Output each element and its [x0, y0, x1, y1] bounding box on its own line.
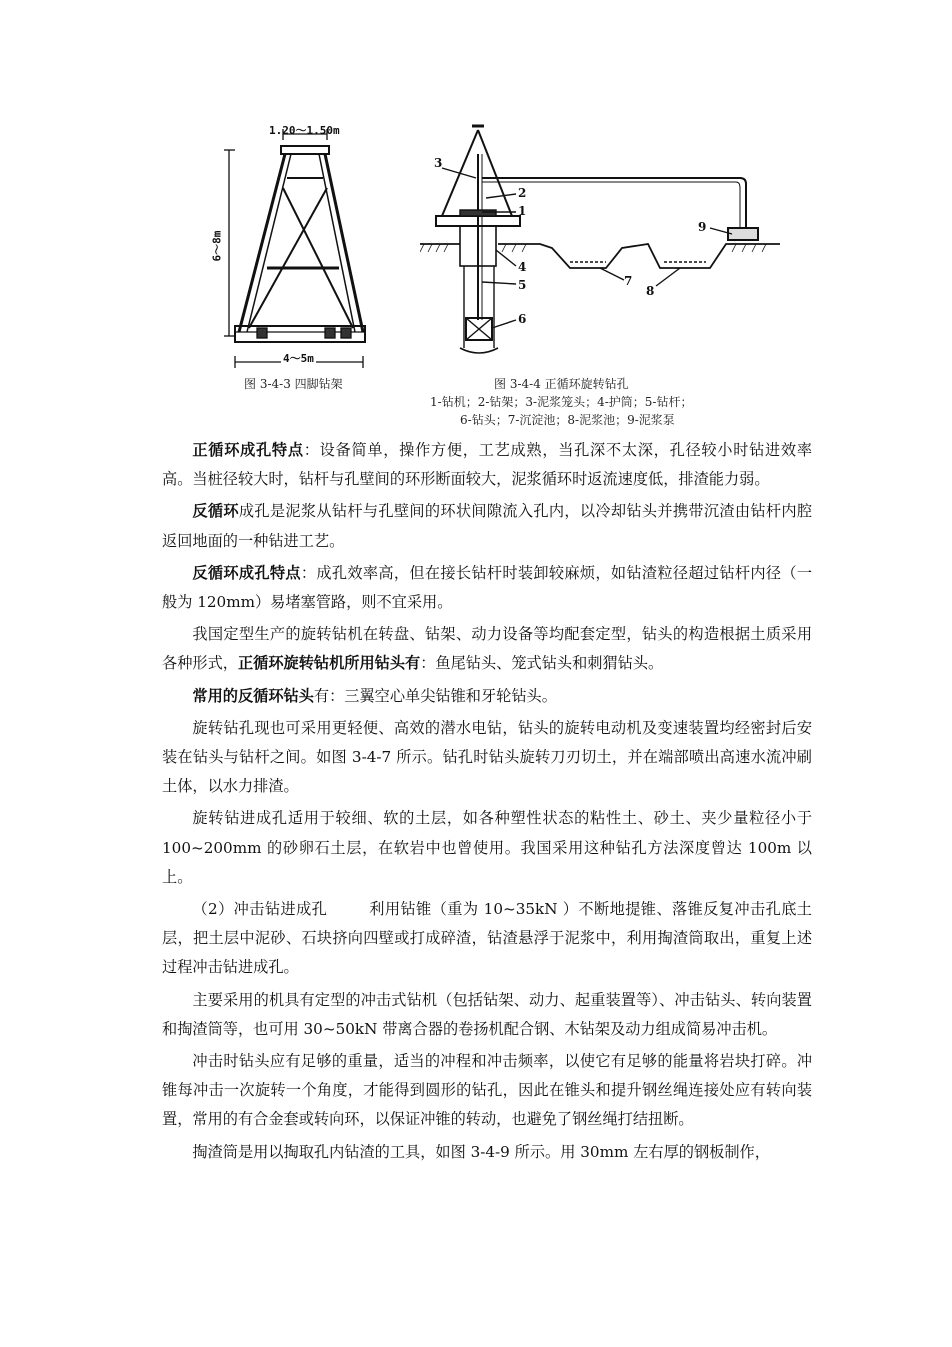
paragraph-bold: 正循环旋转钻机所用钻头有 — [237, 654, 421, 673]
label-3: 3 — [434, 156, 443, 170]
figure-four-leg-frame — [205, 118, 380, 370]
paragraph-text: 成孔是泥浆从钻杆与孔壁间的环状间隙流入孔内，以冷却钻头并携带沉渣由钻杆内腔返回地面的一种钻进工艺。 — [162, 502, 813, 550]
figure2-legend-line1: 1-钻机；2-钻架；3-泥浆笼头；4-护筒；5-钻杆； — [430, 395, 693, 409]
figure-positive-circulation — [420, 124, 780, 358]
paragraph — [162, 682, 812, 711]
four-leg-frame-drawing — [205, 118, 380, 370]
label-9: 9 — [698, 220, 707, 234]
paragraph-bold: 正循环成孔特点 — [192, 441, 304, 459]
paragraph — [162, 559, 812, 617]
label-1: 1 — [518, 204, 527, 218]
top-dimension-label: 1.20～1.50m — [269, 124, 340, 137]
paragraph — [162, 1138, 812, 1167]
figure1-caption: 图 3-4-3 四脚钻架 — [244, 377, 343, 391]
paragraph-text: ：鱼尾钻头、笼式钻头和刺猬钻头。 — [420, 654, 664, 673]
label-6: 6 — [518, 312, 527, 326]
paragraph-text: （2）冲击钻进成孔 利用钻锥（重为 10~35kN ）不断地提锥、落锥反复冲击孔底土层，把土层中泥砂、石块挤向四壁或打成碎渣，钻渣悬浮于泥浆中，利用掏渣筒取出，重复上述过程冲击钻进成孔。 — [162, 900, 812, 977]
paragraph-text: 旋转钻进成孔适用于较细、软的土层，如各种塑性状态的粘性土、砂土、夹少量粒径小于 100~200mm 的砂卵石土层，在软岩中也曾使用。我国采用这种钻孔方法深度曾达 100m 以上。 — [162, 809, 812, 886]
paragraph-bold: 反循环 — [192, 502, 239, 521]
paragraph-text: 主要采用的机具有定型的冲击式钻机（包括钻架、动力、起重装置等）、冲击钻头、转向装置和掏渣筒等，也可用 30~50kN 带离合器的卷扬机配合钢、木钻架及动力组成简易冲击机。 — [162, 990, 812, 1038]
paragraph-bold: 反循环成孔特点 — [192, 563, 301, 582]
paragraph-text: 冲击时钻头应有足够的重量，适当的冲程和冲击频率，以使它有足够的能量将岩块打碎。冲锥每冲击一次旋转一个角度，才能得到圆形的钻孔，因此在锥头和提升钢丝绳连接处应有转向装置，常用的有合金套或转向环，以保证冲锥的转动，也避免了钢丝绳打结扭断。 — [162, 1052, 812, 1129]
paragraph-text: 旋转钻孔现也可采用更轻便、高效的潜水电钻，钻头的旋转电动机及变速装置均经密封后安装在钻头与钻杆之间。如图 3-4-7 所示。钻孔时钻头旋转刀刃切土，并在端部喷出高速水流冲刷土体，以水力排渣。 — [162, 718, 812, 796]
label-4: 4 — [518, 260, 527, 274]
label-8: 8 — [646, 284, 655, 298]
paragraph-text: 有：三翼空心单尖钻锥和牙轮钻头。 — [313, 686, 557, 705]
figure2-legend-line2: 6-钻头；7-沉淀池；8-泥浆池；9-泥浆泵 — [460, 413, 675, 427]
paragraph-text: ：成孔效率高，但在接长钻杆时装卸较麻烦，如钻渣粒径超过钻杆内径（一般为 120mm）易堵塞管路，则不宜采用。 — [162, 563, 813, 612]
paragraph — [162, 804, 812, 892]
paragraph — [162, 497, 812, 555]
positive-circulation-drawing — [420, 124, 780, 358]
label-5: 5 — [518, 278, 527, 292]
paragraph — [162, 1047, 812, 1135]
paragraph-text: ：设备简单，操作方便，工艺成熟，当孔深不太深，孔径较小时钻进效率高。当桩径较大时，钻杆与孔壁间的环形断面较大，泥浆循环时返流速度低，排渣能力弱。 — [162, 441, 813, 489]
bottom-dimension-label: 4～5m — [283, 352, 314, 365]
label-7: 7 — [624, 274, 633, 288]
paragraph — [162, 436, 812, 494]
label-2: 2 — [518, 186, 527, 200]
paragraph — [162, 620, 812, 678]
paragraph — [162, 714, 812, 802]
paragraph-text: 掏渣筒是用以掏取孔内钻渣的工具，如图 3-4-9 所示。用 30mm 左右厚的钢板制作， — [192, 1142, 770, 1161]
side-dimension-label: 6～8m — [210, 230, 224, 262]
paragraph-text: 我国定型生产的旋转钻机在转盘、钻架、动力设备等均配套定型，钻头的构造根据土质采用各种形式， — [162, 625, 812, 673]
body-text — [162, 436, 812, 1170]
paragraph — [162, 986, 812, 1044]
paragraph — [162, 895, 812, 983]
paragraph-bold: 常用的反循环钻头 — [192, 686, 314, 705]
figure2-caption: 图 3-4-4 正循环旋转钻孔 — [494, 377, 629, 391]
